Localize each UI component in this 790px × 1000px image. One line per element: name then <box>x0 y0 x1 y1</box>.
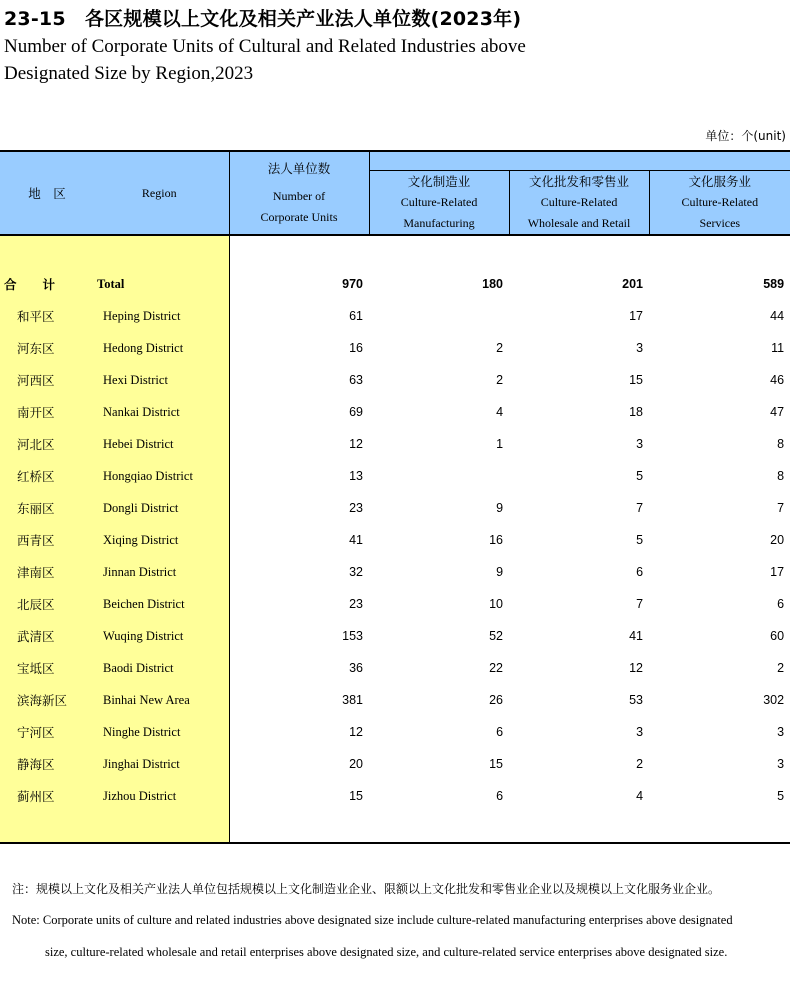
header-wholesale-en-1: Culture-Related <box>540 195 618 209</box>
cell-services: 2 <box>777 661 785 675</box>
cell-corporate: 41 <box>349 533 364 547</box>
total-manufacturing: 180 <box>482 277 504 291</box>
cell-wholesale: 41 <box>629 629 644 643</box>
table-row <box>0 460 790 492</box>
region-name-en: Ninghe District <box>94 716 229 748</box>
cell-manufacturing: 9 <box>496 501 504 515</box>
region-name-cn: 蓟州区 <box>0 780 94 812</box>
title-chinese: 23-15 各区规模以上文化及相关产业法人单位数(2023年) <box>4 8 522 30</box>
region-name-cn: 宁河区 <box>0 716 94 748</box>
cell-services: 17 <box>770 565 785 579</box>
total-label-cn-2: 计 <box>42 277 56 292</box>
cell-corporate: 381 <box>342 693 364 707</box>
cell-corporate: 12 <box>349 725 364 739</box>
region-name-cn: 宝坻区 <box>0 652 94 684</box>
region-name-cn: 南开区 <box>0 396 94 428</box>
region-name-cn: 和平区 <box>0 300 94 332</box>
header-wholesale-en-2: Wholesale and Retail <box>527 216 631 230</box>
cell-corporate: 63 <box>349 373 364 387</box>
cell-wholesale: 12 <box>629 661 644 675</box>
table-row <box>0 556 790 588</box>
cell-corporate: 69 <box>349 405 364 419</box>
cell-services: 47 <box>770 405 785 419</box>
region-name-en: Jizhou District <box>94 780 229 812</box>
region-name-en: Nankai District <box>94 396 229 428</box>
cell-services: 6 <box>777 597 785 611</box>
header-wholesale-cn: 文化批发和零售业 <box>529 174 630 189</box>
cell-corporate: 12 <box>349 437 364 451</box>
total-label-cn <box>0 268 94 300</box>
region-name-cn: 西青区 <box>0 524 94 556</box>
cell-corporate: 32 <box>349 565 364 579</box>
region-name-en: Jinghai District <box>94 748 229 780</box>
cell-manufacturing: 16 <box>489 533 504 547</box>
table-row <box>0 492 790 524</box>
region-name-en: Binhai New Area <box>94 684 229 716</box>
header-region-cn: 地 区 <box>28 185 66 201</box>
cell-corporate: 36 <box>349 661 364 675</box>
table-row <box>0 364 790 396</box>
region-name-cn: 津南区 <box>0 556 94 588</box>
table-row <box>0 300 790 332</box>
note-english-line-1: Note: Corporate units of culture and related industries above designated size include culture-related manufacturing enterprises above designated <box>12 913 733 927</box>
region-name-cn: 武清区 <box>0 620 94 652</box>
cell-manufacturing: 2 <box>496 373 504 387</box>
region-name-en: Beichen District <box>94 588 229 620</box>
cell-corporate: 153 <box>342 629 364 643</box>
cell-wholesale: 5 <box>636 469 644 483</box>
header-services-en-1: Culture-Related <box>681 195 759 209</box>
region-name-en: Xiqing District <box>94 524 229 556</box>
table-row <box>0 524 790 556</box>
cell-corporate: 20 <box>349 757 364 771</box>
cell-services: 8 <box>777 437 785 451</box>
header-corporate-en-1: Number of <box>272 189 326 203</box>
region-name-en: Hongqiao District <box>94 460 229 492</box>
cell-wholesale: 3 <box>636 341 644 355</box>
cell-corporate: 15 <box>349 789 364 803</box>
cell-wholesale: 5 <box>636 533 644 547</box>
region-name-cn: 静海区 <box>0 748 94 780</box>
cell-manufacturing: 22 <box>489 661 504 675</box>
cell-wholesale: 53 <box>629 693 644 707</box>
note-chinese: 注：规模以上文化及相关产业法人单位包括规模以上文化制造业企业、限额以上文化批发和零售业企业以及规模以上文化服务业企业。 <box>12 882 721 896</box>
total-corporate: 970 <box>342 277 364 291</box>
header-corporate-units <box>229 151 369 235</box>
cell-corporate: 23 <box>349 501 364 515</box>
region-name-en: Baodi District <box>94 652 229 684</box>
cell-wholesale: 7 <box>636 597 644 611</box>
cell-wholesale: 2 <box>636 757 644 771</box>
cell-services: 44 <box>770 309 785 323</box>
header-services-cn: 文化服务业 <box>688 174 752 189</box>
header-services <box>649 171 790 236</box>
region-name-cn: 河东区 <box>0 332 94 364</box>
cell-manufacturing <box>369 460 509 492</box>
cell-manufacturing: 4 <box>496 405 504 419</box>
region-name-cn: 东丽区 <box>0 492 94 524</box>
table-row <box>0 332 790 364</box>
cell-manufacturing: 15 <box>489 757 504 771</box>
header-services-en-2: Services <box>699 216 741 230</box>
cell-manufacturing: 6 <box>496 789 504 803</box>
cell-corporate: 16 <box>349 341 364 355</box>
cell-services: 46 <box>770 373 785 387</box>
header-manufacturing-en-1: Culture-Related <box>400 195 478 209</box>
region-name-en: Wuqing District <box>94 620 229 652</box>
region-name-cn: 红桥区 <box>0 460 94 492</box>
total-wholesale: 201 <box>622 277 644 291</box>
region-name-en: Hedong District <box>94 332 229 364</box>
cell-corporate: 23 <box>349 597 364 611</box>
table-row <box>0 588 790 620</box>
header-corporate-en-2: Corporate Units <box>260 210 338 224</box>
table-row <box>0 716 790 748</box>
cell-manufacturing: 52 <box>489 629 504 643</box>
table-row <box>0 428 790 460</box>
cell-corporate: 13 <box>349 469 364 483</box>
cell-manufacturing: 2 <box>496 341 504 355</box>
table-row <box>0 780 790 812</box>
table-row <box>0 652 790 684</box>
table-row <box>0 684 790 716</box>
cell-wholesale: 18 <box>629 405 644 419</box>
table-row <box>0 396 790 428</box>
header-wholesale <box>509 171 649 236</box>
cell-wholesale: 3 <box>636 437 644 451</box>
region-name-en: Heping District <box>94 300 229 332</box>
header-manufacturing-cn: 文化制造业 <box>407 174 471 189</box>
cell-services: 5 <box>777 789 785 803</box>
header-manufacturing-en-2: Manufacturing <box>403 216 475 230</box>
total-row <box>0 268 790 300</box>
cell-manufacturing: 10 <box>489 597 504 611</box>
header-blank-span <box>369 151 790 171</box>
region-name-en: Hebei District <box>94 428 229 460</box>
total-label-en: Total <box>94 268 229 300</box>
cell-wholesale: 3 <box>636 725 644 739</box>
unit-label: 单位：个(unit) <box>705 129 786 143</box>
title-english-line-2: Designated Size by Region,2023 <box>4 63 254 84</box>
cell-services: 60 <box>770 629 785 643</box>
region-name-en: Dongli District <box>94 492 229 524</box>
title-english-line-1: Number of Corporate Units of Cultural and Related Industries above <box>4 36 526 57</box>
cell-services: 302 <box>763 693 785 707</box>
cell-manufacturing: 9 <box>496 565 504 579</box>
cell-manufacturing: 1 <box>496 437 504 451</box>
cell-manufacturing <box>369 300 509 332</box>
header-manufacturing <box>369 171 509 236</box>
cell-services: 20 <box>770 533 785 547</box>
total-label-cn-1: 合 <box>4 277 17 292</box>
cell-manufacturing: 6 <box>496 725 504 739</box>
total-services: 589 <box>763 277 785 291</box>
table-row <box>0 620 790 652</box>
cell-manufacturing: 26 <box>489 693 504 707</box>
header-region-en: Region <box>141 185 177 200</box>
data-table <box>0 150 790 844</box>
region-name-cn: 滨海新区 <box>0 684 94 716</box>
cell-services: 11 <box>771 341 785 355</box>
note-english-line-2: size, culture-related wholesale and retail enterprises above designated size, and culture-related service enterprises above designated size. <box>45 945 728 959</box>
header-region <box>0 151 229 235</box>
cell-wholesale: 4 <box>636 789 644 803</box>
header-row-top <box>0 151 790 171</box>
region-name-en: Hexi District <box>94 364 229 396</box>
region-name-en: Jinnan District <box>94 556 229 588</box>
cell-services: 7 <box>777 501 785 515</box>
cell-services: 8 <box>777 469 785 483</box>
region-name-cn: 河北区 <box>0 428 94 460</box>
table-row <box>0 748 790 780</box>
cell-services: 3 <box>777 757 785 771</box>
header-corporate-cn: 法人单位数 <box>267 161 331 176</box>
spacer-row <box>0 235 790 268</box>
cell-wholesale: 7 <box>636 501 644 515</box>
cell-wholesale: 17 <box>629 309 644 323</box>
bottom-spacer-row <box>0 812 790 843</box>
region-name-cn: 河西区 <box>0 364 94 396</box>
cell-wholesale: 15 <box>629 373 644 387</box>
cell-services: 3 <box>777 725 785 739</box>
region-name-cn: 北辰区 <box>0 588 94 620</box>
cell-wholesale: 6 <box>636 565 644 579</box>
cell-corporate: 61 <box>349 309 364 323</box>
